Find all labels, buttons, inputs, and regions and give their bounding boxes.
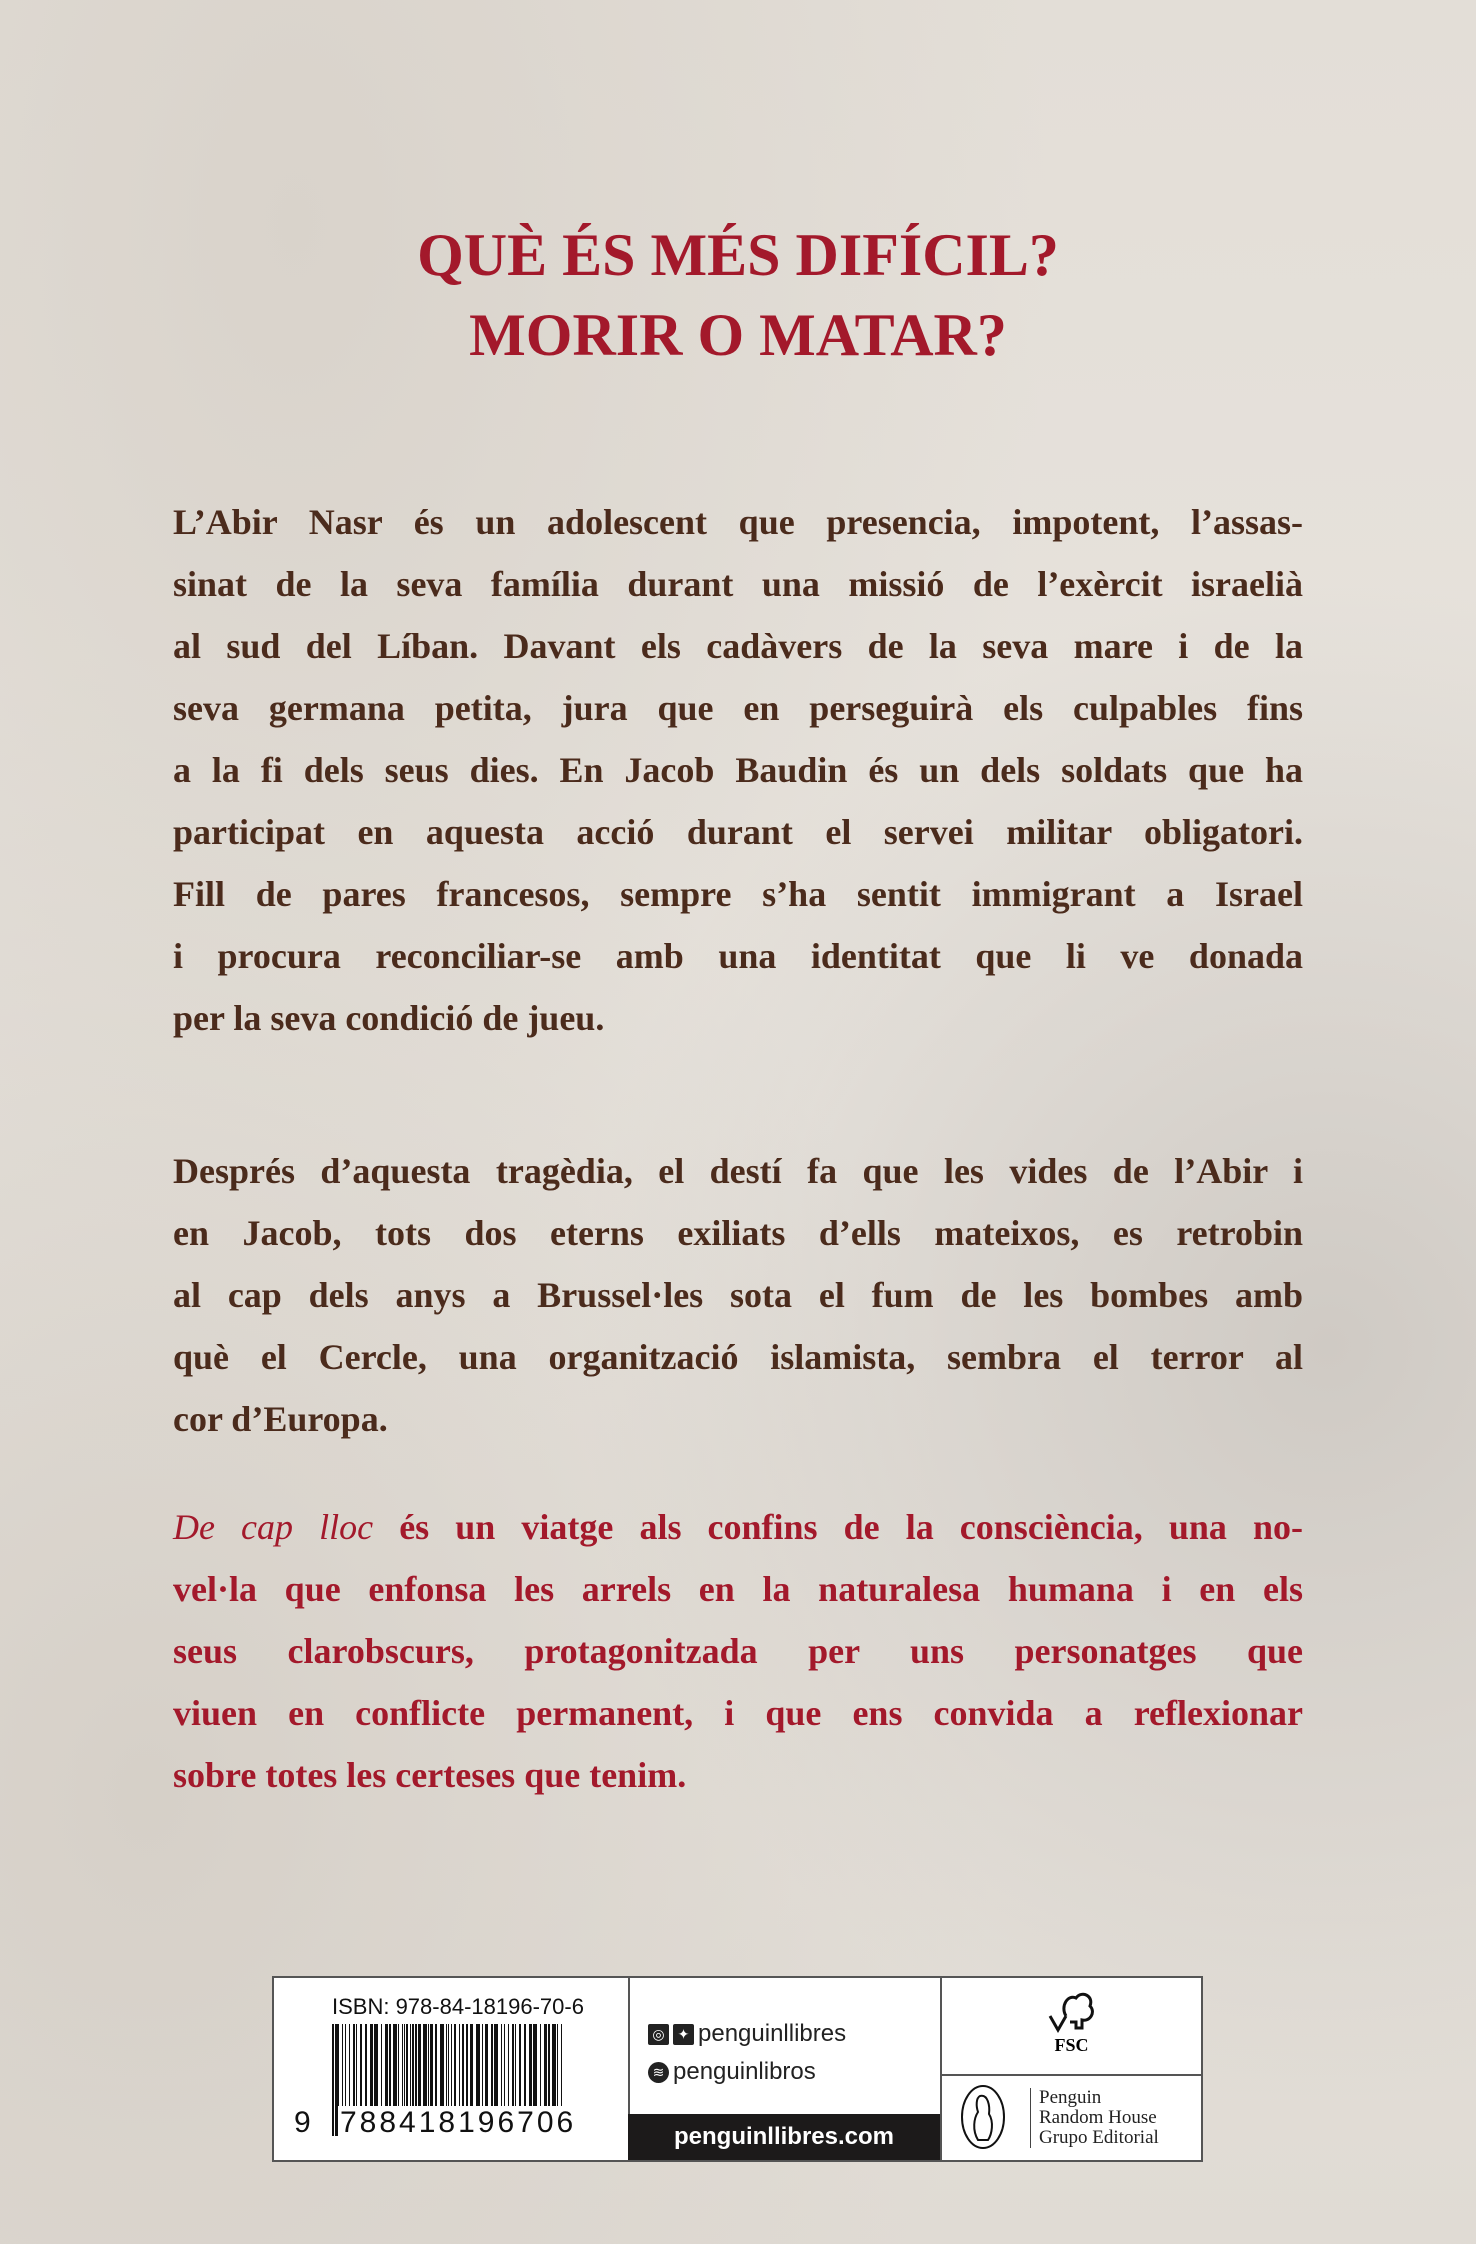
text-line: i procura reconciliar-se amb una identitat que li ve donada: [173, 936, 1303, 976]
text-line: què el Cercle, una organització islamista, sembra el terror al: [173, 1337, 1303, 1377]
publisher-line: Grupo Editorial: [1039, 2127, 1159, 2148]
text-line: Fill de pares francesos, sempre s’ha sentit immigrant a Israel: [173, 874, 1303, 914]
barcode-bar: [440, 2024, 444, 2106]
barcode-bar: [404, 2024, 405, 2106]
barcode-bar: [418, 2024, 421, 2106]
text-line: viuen en conflicte permanent, i que ens convida a reflexionar: [173, 1693, 1303, 1733]
barcode-bar: [529, 2024, 532, 2106]
fsc-label: FSC: [1054, 2035, 1089, 2055]
text-line: vel·la que enfonsa les arrels en la naturalesa humana i en els: [173, 1569, 1303, 1609]
barcode-bar: [430, 2024, 433, 2106]
barcode-bar: [533, 2024, 537, 2106]
text-line: a la fi dels seus dies. En Jacob Baudin és un dels soldats que ha: [173, 750, 1303, 790]
barcode-bar: [494, 2024, 498, 2106]
barcode-bar: [482, 2024, 483, 2106]
barcode-first-digit: 9: [294, 2106, 311, 2139]
barcode-bar: [552, 2024, 556, 2106]
twitter-icon: ✦: [673, 2024, 694, 2045]
barcode-bar: [476, 2024, 480, 2106]
fsc-logo: [942, 1978, 1201, 2076]
barcode-bar: [406, 2024, 408, 2106]
text-span: és un viatge als confins de la consciència, una no-: [373, 1507, 1304, 1547]
barcode-bar: [485, 2024, 488, 2106]
barcode-bar: [349, 2024, 350, 2106]
penguin-icon: [958, 2084, 1008, 2150]
text-line: cor d’Europa.: [173, 1399, 388, 1439]
barcode-bar: [428, 2024, 429, 2106]
barcode-bar: [491, 2024, 493, 2106]
barcode-bar: [345, 2024, 346, 2106]
barcode-bar: [548, 2024, 550, 2106]
social-row-2: [648, 2058, 816, 2086]
text-line: sobre totes les certeses que tenim.: [173, 1755, 687, 1795]
headline-line-1: QUÈ ÉS MÉS DIFÍCIL?: [417, 222, 1059, 288]
barcode-bar: [504, 2024, 505, 2106]
barcode-bar: [423, 2024, 427, 2106]
barcode-bar: [332, 2024, 334, 2136]
website-link[interactable]: penguinllibres.com: [628, 2114, 940, 2160]
barcode-bar: [393, 2024, 397, 2106]
text-line: per la seva condició de jueu.: [173, 998, 605, 1038]
publisher-logo: [942, 2076, 1201, 2160]
headline-line-2: MORIR O MATAR?: [469, 302, 1007, 368]
publisher-name: [1030, 2088, 1159, 2148]
text-line: al sud del Líban. Davant els cadàvers de la seva mare i de la: [173, 626, 1303, 666]
barcode-bar: [356, 2024, 357, 2106]
barcode-bar: [519, 2024, 521, 2106]
barcode-bar: [462, 2024, 464, 2106]
barcode-bar: [385, 2024, 388, 2106]
barcode-bar: [466, 2024, 468, 2106]
barcode-digits: 788418196706: [340, 2106, 577, 2139]
social-handle-1[interactable]: penguinllibres: [698, 2020, 847, 2047]
barcode-bar: [448, 2024, 449, 2106]
barcode-bar: [501, 2024, 502, 2106]
barcode-bar: [389, 2024, 391, 2106]
text-line: L’Abir Nasr és un adolescent que presencia, impotent, l’assas-: [173, 502, 1303, 542]
fsc-tree-icon: [1042, 1986, 1102, 2036]
barcode-bar: [557, 2024, 558, 2106]
barcode-bar: [370, 2024, 373, 2106]
social-panel: [628, 1978, 942, 2160]
barcode-panel: [274, 1978, 630, 2160]
synopsis-paragraph-2: [173, 1140, 1303, 1450]
text-line: participat en aquesta acció durant el servei militar obligatori.: [173, 812, 1303, 852]
barcode-bar: [402, 2024, 403, 2106]
text-line: sinat de la seva família durant una missió de l’exèrcit israelià: [173, 564, 1303, 604]
spotify-icon: ≋: [648, 2062, 669, 2083]
text-line: seus clarobscurs, protagonitzada per uns personatges que: [173, 1631, 1303, 1671]
barcode-bar: [374, 2024, 378, 2106]
barcode-bar: [381, 2024, 382, 2106]
barcode-bar: [544, 2024, 547, 2106]
barcode-bar: [446, 2024, 447, 2106]
social-row-1: [648, 2020, 846, 2048]
text-line: Després d’aquesta tragèdia, el destí fa que les vides de l’Abir i: [173, 1151, 1303, 1191]
text-line: al cap dels anys a Brussel·les sota el fum de les bombes amb: [173, 1275, 1303, 1315]
synopsis-paragraph-3: [173, 1496, 1303, 1806]
headline: [0, 215, 1476, 375]
barcode-bar: [470, 2024, 473, 2106]
publisher-line: Penguin: [1039, 2087, 1102, 2108]
isbn-label: ISBN: 978-84-18196-70-6: [332, 1994, 584, 2019]
barcode-bar: [540, 2024, 541, 2106]
logos-panel: [942, 1978, 1201, 2160]
barcode-bar: [412, 2024, 414, 2106]
barcode-bar: [410, 2024, 411, 2106]
barcode-bar: [561, 2024, 562, 2106]
barcode-bar: [508, 2024, 509, 2106]
instagram-icon: ◎: [648, 2024, 669, 2045]
synopsis-paragraph-1: [173, 491, 1303, 1049]
barcode-bar: [435, 2024, 437, 2106]
barcode-bar: [342, 2024, 343, 2106]
text-line: [173, 1496, 1303, 1558]
text-line: en Jacob, tots dos eterns exiliats d’ells mateixos, es retrobin: [173, 1213, 1303, 1253]
barcode-bar: [360, 2024, 362, 2106]
barcode-bar: [415, 2024, 417, 2106]
book-title: De cap lloc: [173, 1507, 374, 1547]
barcode-bar: [512, 2024, 514, 2106]
barcode-bar: [454, 2024, 456, 2106]
barcode-bar: [353, 2024, 355, 2106]
barcode-bar: [524, 2024, 526, 2106]
barcode-bar: [365, 2024, 367, 2106]
barcode-bar: [459, 2024, 460, 2106]
text-line: seva germana petita, jura que en perseguirà els culpables fins: [173, 688, 1303, 728]
publisher-line: Random House: [1039, 2107, 1157, 2128]
back-cover-info-box: [272, 1976, 1203, 2162]
social-handle-2[interactable]: penguinlibros: [673, 2058, 816, 2085]
